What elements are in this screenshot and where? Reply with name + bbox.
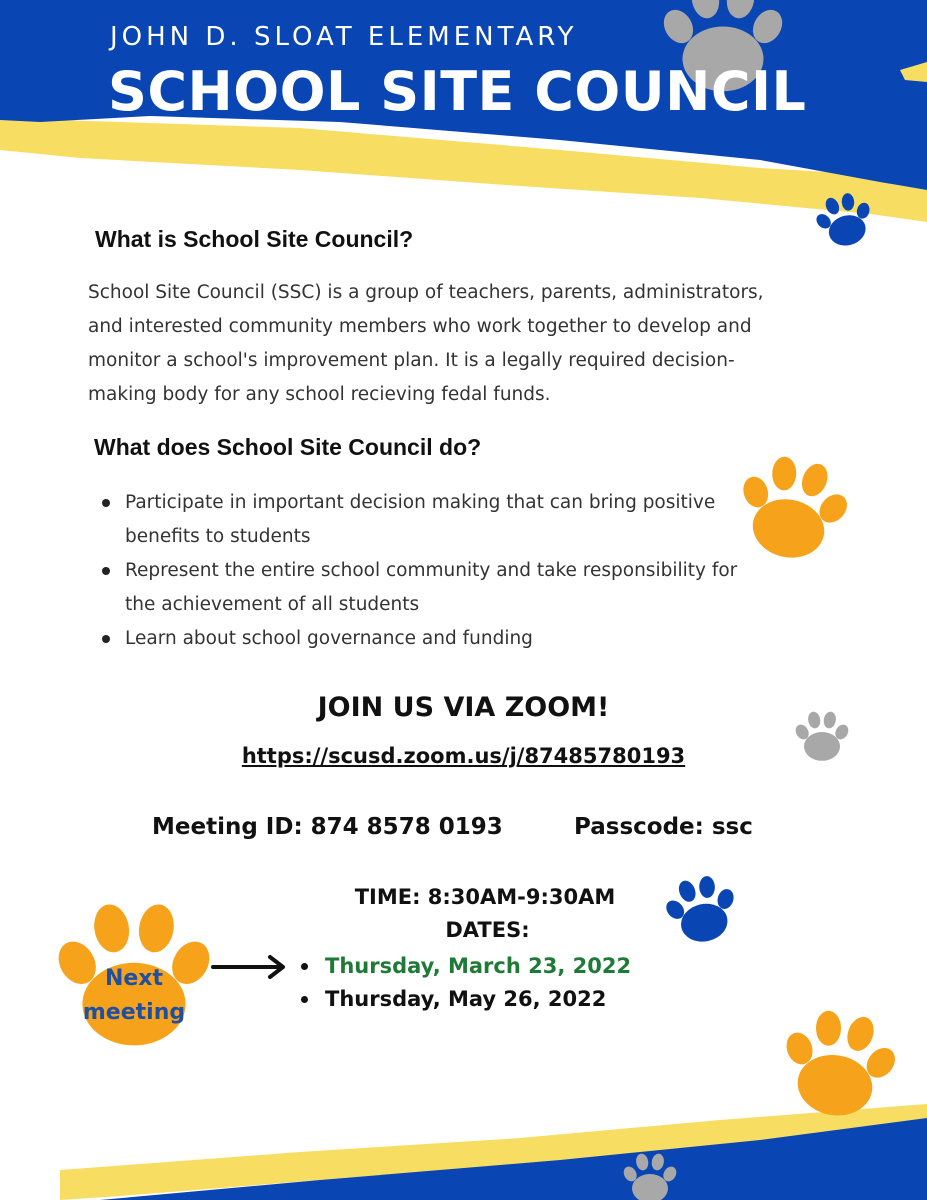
date-text: Thursday, March 23, 2022 [325,954,632,978]
about-line: making body for any school recieving fedal funds. [88,384,551,405]
about-heading: What is School Site Council? [95,226,414,252]
join-zoom-heading: JOIN US VIA ZOOM! [317,692,610,723]
meeting-id: Meeting ID: 874 8578 0193 [152,814,503,840]
duties-heading: What does School Site Council do? [94,434,482,460]
date-item-next [300,950,631,983]
dates-list [300,950,631,1016]
list-item-text: Participate in important decision making that can bring positive [125,492,716,513]
bullet-icon [102,499,110,507]
about-line: School Site Council (SSC) is a group of teachers, parents, administrators, [88,282,764,303]
next-meeting-label [62,962,206,1030]
date-text: Thursday, May 26, 2022 [325,987,607,1011]
duties-list [100,486,800,656]
list-item [100,486,800,554]
paw-orange-lower-icon [770,1002,907,1126]
page-title: SCHOOL SITE COUNCIL [108,60,807,123]
zoom-link[interactable]: https://scusd.zoom.us/j/87485780193 [241,744,686,768]
bullet-icon [102,567,110,575]
list-item-text: Represent the entire school community and take responsibility for [125,560,738,581]
list-item [100,554,800,622]
bullet-icon [301,996,308,1003]
next-meeting-line: meeting [82,1000,186,1025]
list-item-text: benefits to students [125,526,311,547]
meeting-time: TIME: 8:30AM-9:30AM [354,885,616,909]
dates-label: DATES: [445,918,530,942]
bullet-icon [301,963,308,970]
about-paragraph [88,276,828,412]
list-item-text: Learn about school governance and funding [125,628,533,649]
list-item-text: the achievement of all students [125,594,420,615]
date-item [300,983,631,1016]
passcode: Passcode: ssc [574,814,753,840]
school-name: JOHN D. SLOAT ELEMENTARY [110,22,578,52]
bullet-icon [102,635,110,643]
next-meeting-line: Next [104,966,164,991]
about-line: monitor a school's improvement plan. It is a legally required decision- [88,350,735,371]
about-line: and interested community members who work together to develop and [88,316,752,337]
arrow-right-icon [213,957,283,977]
list-item [100,622,800,656]
